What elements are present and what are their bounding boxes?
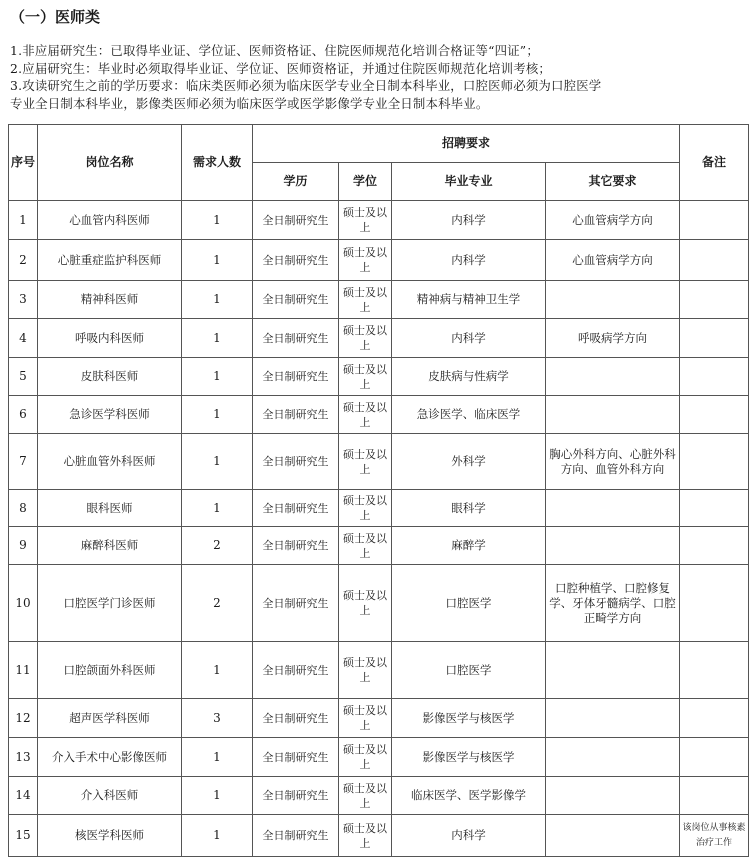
header-major: 毕业专业: [392, 163, 546, 201]
cell-position: 心脏重症监护科医师: [38, 240, 182, 281]
note-line: 2.应届研究生：毕业时必须取得毕业证、学位证、医师资格证，并通过住院医师规范化培训考核；: [10, 60, 552, 76]
cell-degree: 硕士及以上: [339, 396, 392, 434]
cell-education: 全日制研究生: [253, 490, 339, 527]
cell-remark: [680, 490, 749, 527]
header-degree: 学位: [339, 163, 392, 201]
cell-num: 11: [9, 642, 38, 699]
cell-degree: 硕士及以上: [339, 815, 392, 857]
cell-degree: 硕士及以上: [339, 777, 392, 815]
cell-other: 心血管病学方向: [546, 240, 680, 281]
cell-remark: [680, 396, 749, 434]
section-title: （一）医师类: [10, 8, 101, 26]
table-row: [9, 565, 749, 642]
note-line: 3.攻读研究生之前的学历要求：临床类医师必须为临床医学专业全日制本科毕业，口腔医师必须为口腔医学: [10, 78, 602, 93]
cell-other: 呼吸病学方向: [546, 319, 680, 358]
cell-remark: [680, 319, 749, 358]
cell-education: 全日制研究生: [253, 319, 339, 358]
cell-position: 眼科医师: [38, 490, 182, 527]
cell-position: 核医学科医师: [38, 815, 182, 857]
cell-position: 精神科医师: [38, 281, 182, 319]
cell-major: 内科学: [392, 240, 546, 281]
cell-major: 内科学: [392, 815, 546, 857]
cell-education: 全日制研究生: [253, 396, 339, 434]
cell-major: 口腔医学: [392, 565, 546, 642]
cell-other: [546, 699, 680, 738]
header-position: 岗位名称: [38, 125, 182, 201]
cell-education: 全日制研究生: [253, 201, 339, 240]
cell-count: 2: [182, 527, 253, 565]
cell-position: 口腔医学门诊医师: [38, 565, 182, 642]
cell-num: 12: [9, 699, 38, 738]
cell-num: 7: [9, 434, 38, 490]
cell-position: 急诊医学科医师: [38, 396, 182, 434]
cell-position: 超声医学科医师: [38, 699, 182, 738]
table-row: [9, 777, 749, 815]
cell-remark: [680, 281, 749, 319]
cell-degree: 硕士及以上: [339, 642, 392, 699]
note-line: 1.非应届研究生：已取得毕业证、学位证、医师资格证、住院医师规范化培训合格证等“四证”；: [10, 43, 539, 58]
cell-major: 急诊医学、临床医学: [392, 396, 546, 434]
cell-other: [546, 777, 680, 815]
cell-other: [546, 527, 680, 565]
cell-count: 1: [182, 319, 253, 358]
cell-position: 介入手术中心影像医师: [38, 738, 182, 777]
cell-education: 全日制研究生: [253, 358, 339, 396]
cell-remark: [680, 434, 749, 490]
cell-other: 口腔种植学、口腔修复学、牙体牙髓病学、口腔正畸学方向: [546, 565, 680, 642]
table-row: [9, 240, 749, 281]
cell-count: 3: [182, 699, 253, 738]
cell-education: 全日制研究生: [253, 240, 339, 281]
cell-remark: [680, 358, 749, 396]
cell-num: 13: [9, 738, 38, 777]
cell-count: 1: [182, 738, 253, 777]
cell-remark: [680, 777, 749, 815]
cell-remark: [680, 527, 749, 565]
cell-remark: [680, 642, 749, 699]
cell-position: 麻醉科医师: [38, 527, 182, 565]
table-row: [9, 201, 749, 240]
table-row: [9, 815, 749, 857]
cell-degree: 硕士及以上: [339, 699, 392, 738]
cell-degree: 硕士及以上: [339, 434, 392, 490]
cell-major: 内科学: [392, 319, 546, 358]
cell-major: 皮肤病与性病学: [392, 358, 546, 396]
table-row: [9, 281, 749, 319]
cell-remark: [680, 565, 749, 642]
cell-major: 眼科学: [392, 490, 546, 527]
cell-position: 口腔颌面外科医师: [38, 642, 182, 699]
requirements-notes: [10, 42, 750, 112]
cell-position: 呼吸内科医师: [38, 319, 182, 358]
cell-other: [546, 815, 680, 857]
cell-other: 心血管病学方向: [546, 201, 680, 240]
cell-count: 1: [182, 201, 253, 240]
cell-count: 1: [182, 281, 253, 319]
cell-education: 全日制研究生: [253, 565, 339, 642]
cell-num: 4: [9, 319, 38, 358]
cell-degree: 硕士及以上: [339, 527, 392, 565]
cell-num: 9: [9, 527, 38, 565]
cell-education: 全日制研究生: [253, 699, 339, 738]
cell-major: 影像医学与核医学: [392, 738, 546, 777]
cell-education: 全日制研究生: [253, 815, 339, 857]
cell-count: 1: [182, 240, 253, 281]
cell-degree: 硕士及以上: [339, 738, 392, 777]
header-count: 需求人数: [182, 125, 253, 201]
cell-major: 影像医学与核医学: [392, 699, 546, 738]
table-row: [9, 642, 749, 699]
cell-education: 全日制研究生: [253, 527, 339, 565]
table-row: [9, 396, 749, 434]
cell-position: 皮肤科医师: [38, 358, 182, 396]
cell-other: [546, 358, 680, 396]
cell-count: 1: [182, 815, 253, 857]
cell-position: 心脏血管外科医师: [38, 434, 182, 490]
header-other: 其它要求: [546, 163, 680, 201]
cell-num: 6: [9, 396, 38, 434]
cell-count: 2: [182, 565, 253, 642]
cell-num: 1: [9, 201, 38, 240]
cell-count: 1: [182, 358, 253, 396]
cell-degree: 硕士及以上: [339, 319, 392, 358]
table-row: [9, 699, 749, 738]
cell-major: 精神病与精神卫生学: [392, 281, 546, 319]
cell-education: 全日制研究生: [253, 738, 339, 777]
cell-position: 介入科医师: [38, 777, 182, 815]
header-education: 学历: [253, 163, 339, 201]
cell-degree: 硕士及以上: [339, 201, 392, 240]
cell-major: 内科学: [392, 201, 546, 240]
cell-num: 15: [9, 815, 38, 857]
cell-count: 1: [182, 490, 253, 527]
cell-degree: 硕士及以上: [339, 240, 392, 281]
cell-degree: 硕士及以上: [339, 565, 392, 642]
cell-degree: 硕士及以上: [339, 490, 392, 527]
table-row: [9, 434, 749, 490]
cell-remark: 该岗位从事核素治疗工作: [680, 815, 749, 857]
table-row: [9, 527, 749, 565]
table-row: [9, 358, 749, 396]
table-row: [9, 319, 749, 358]
cell-other: [546, 738, 680, 777]
cell-degree: 硕士及以上: [339, 358, 392, 396]
cell-other: 胸心外科方向、心脏外科方向、血管外科方向: [546, 434, 680, 490]
header-num: 序号: [9, 125, 38, 201]
cell-other: [546, 281, 680, 319]
header-requirements: 招聘要求: [253, 125, 680, 163]
cell-count: 1: [182, 642, 253, 699]
cell-other: [546, 396, 680, 434]
cell-other: [546, 642, 680, 699]
table-row: [9, 738, 749, 777]
cell-education: 全日制研究生: [253, 434, 339, 490]
cell-num: 8: [9, 490, 38, 527]
cell-education: 全日制研究生: [253, 642, 339, 699]
cell-major: 口腔医学: [392, 642, 546, 699]
cell-major: 麻醉学: [392, 527, 546, 565]
cell-degree: 硕士及以上: [339, 281, 392, 319]
cell-remark: [680, 699, 749, 738]
cell-count: 1: [182, 396, 253, 434]
cell-remark: [680, 201, 749, 240]
cell-education: 全日制研究生: [253, 281, 339, 319]
cell-num: 10: [9, 565, 38, 642]
cell-count: 1: [182, 777, 253, 815]
cell-major: 临床医学、医学影像学: [392, 777, 546, 815]
cell-num: 14: [9, 777, 38, 815]
cell-remark: [680, 738, 749, 777]
cell-count: 1: [182, 434, 253, 490]
cell-num: 3: [9, 281, 38, 319]
cell-major: 外科学: [392, 434, 546, 490]
cell-num: 2: [9, 240, 38, 281]
recruitment-table: [8, 124, 749, 857]
cell-education: 全日制研究生: [253, 777, 339, 815]
note-line: 专业全日制本科毕业，影像类医师必须为临床医学或医学影像学专业全日制本科毕业。: [10, 95, 489, 111]
cell-other: [546, 490, 680, 527]
header-remark: 备注: [680, 125, 749, 201]
cell-num: 5: [9, 358, 38, 396]
table-row: [9, 490, 749, 527]
cell-position: 心血管内科医师: [38, 201, 182, 240]
cell-remark: [680, 240, 749, 281]
